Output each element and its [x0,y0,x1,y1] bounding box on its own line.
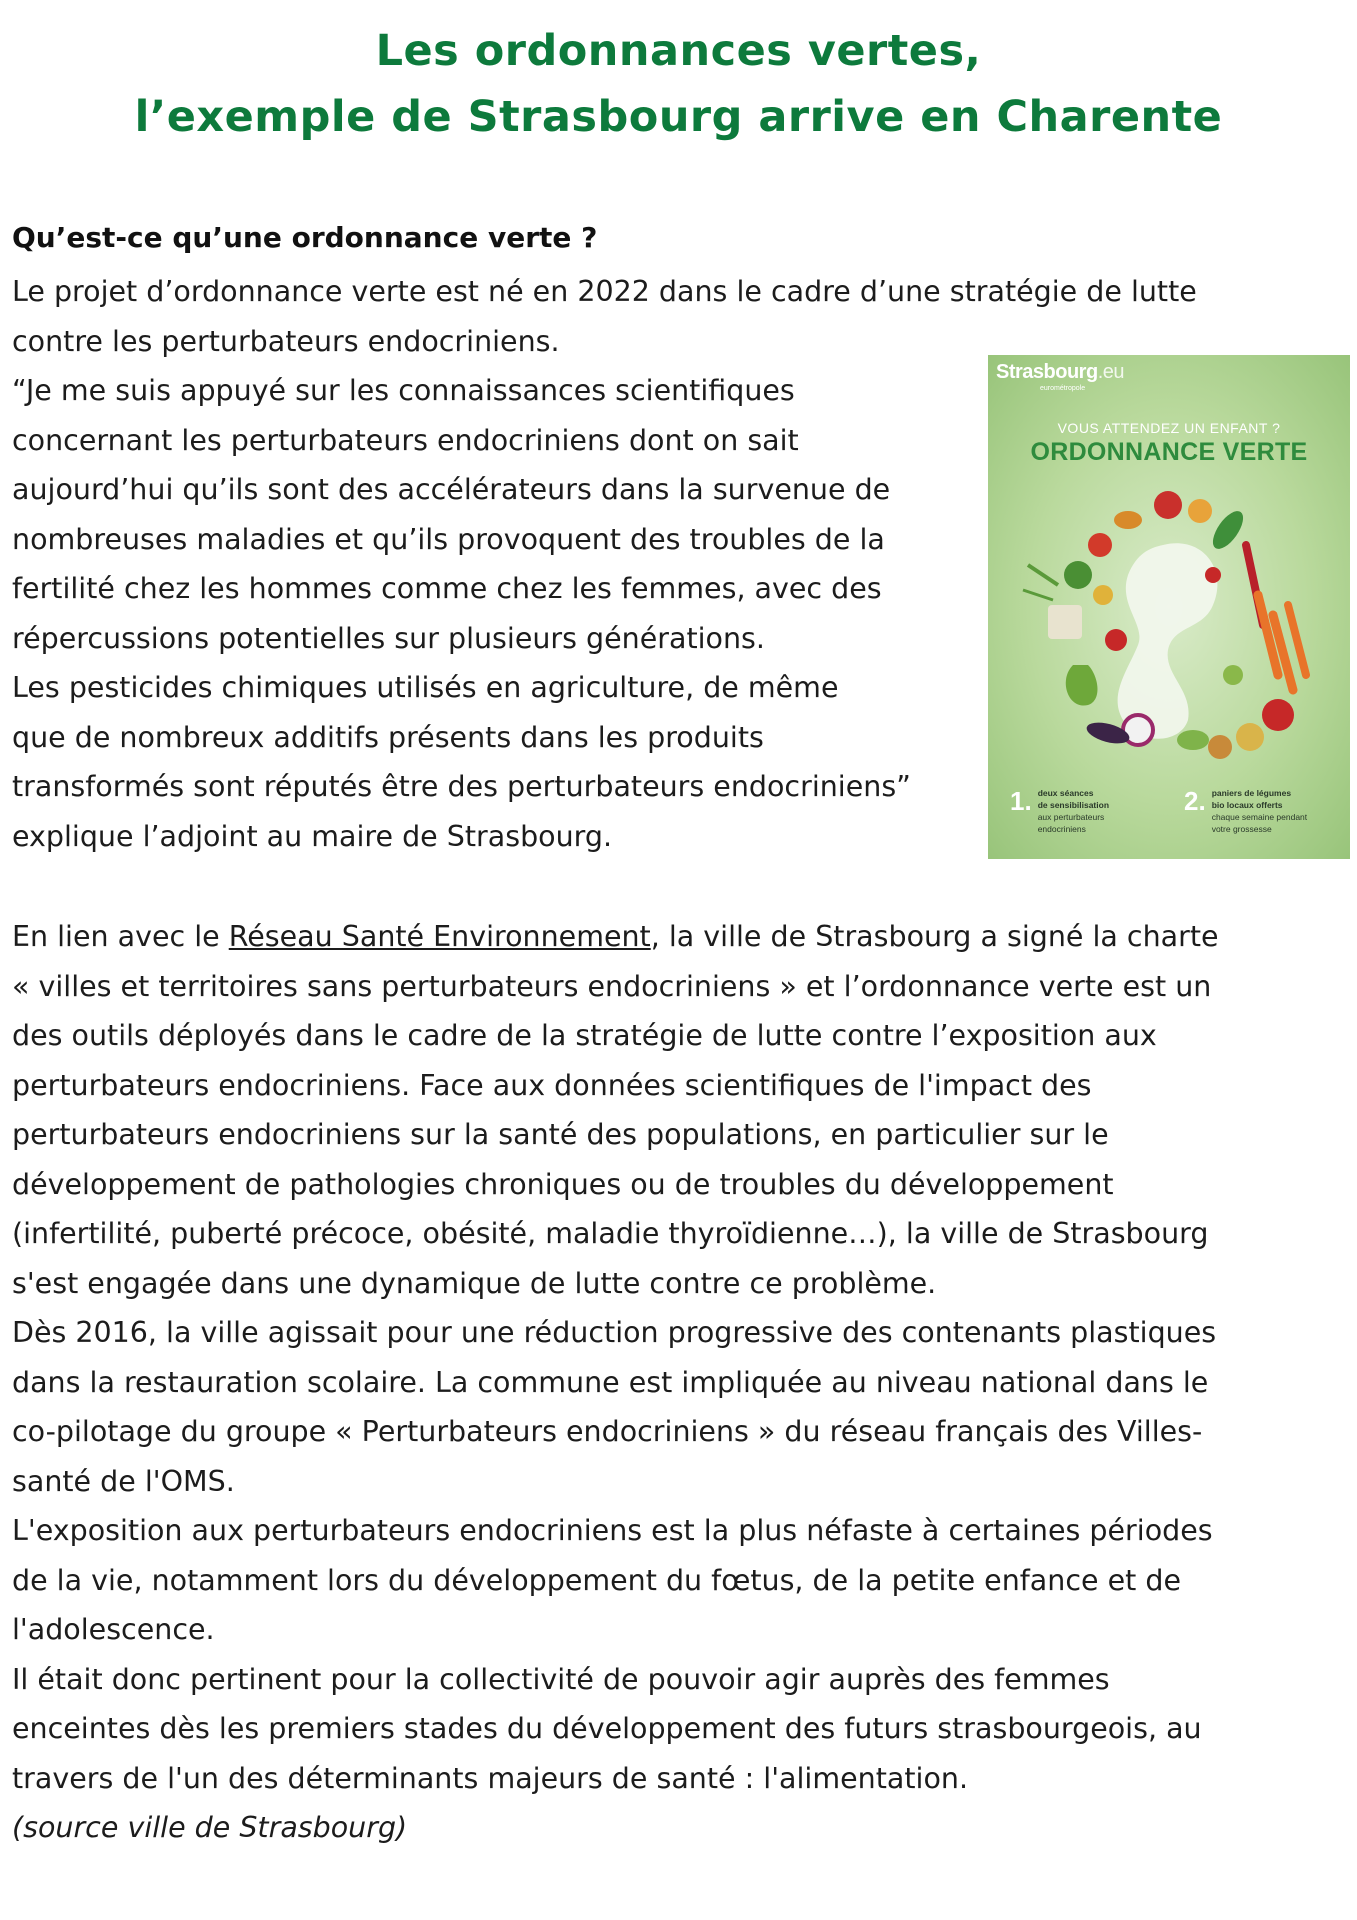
text-line: contre les perturbateurs endocriniens. [12,324,560,358]
poster-step-2-line: paniers de légumes [1211,788,1292,798]
source-citation: (source ville de Strasbourg) [12,1811,408,1844]
main-paragraph [12,912,1342,1853]
poster-step-1-number: 1. [1010,786,1032,816]
text-line: dans la restauration scolaire. La commune est impliquée au niveau national dans le [12,1365,1209,1399]
poster-step-1 [1010,787,1109,835]
poster-step-2-number: 2. [1184,786,1206,816]
poster-step-1-line: deux séances [1037,788,1094,798]
reseau-sante-environnement-link[interactable]: Réseau Santé Environnement [228,920,651,953]
text-line [12,912,1342,962]
quote-line: transformés sont réputés être des perturbateurs endocriniens” [12,770,911,803]
text-line: Le projet d’ordonnance verte est né en 2022 dans le cadre d’une stratégie de lutte [12,275,1197,308]
poster-step-1-line: aux perturbateurs [1037,812,1105,822]
text-line: co-pilotage du groupe « Perturbateurs endocriniens » du réseau français des Villes- [12,1415,1203,1448]
quote-line: fertilité chez les hommes comme chez les femmes, avec des [12,572,882,605]
page-title [0,18,1357,150]
poster-step-2-line: bio locaux offerts [1211,800,1283,810]
poster-step-2-line: chaque semaine pendant [1211,812,1308,822]
quote-line: répercussions potentielles sur plusieurs générations. [12,621,765,655]
poster-heading: ORDONNANCE VERTE [1030,438,1308,466]
text-line: perturbateurs endocriniens sur la santé des populations, en particulier sur le [12,1118,1109,1151]
text-line: l'adolescence. [12,1613,215,1646]
text-line: travers de l'un des déterminants majeurs de santé : l'alimentation. [12,1761,969,1795]
text-fragment: , la ville de Strasbourg a signé la charte [650,920,1219,953]
quote-line: concernant les perturbateurs endocriniens dont on sait [12,423,799,457]
text-line: s'est engagée dans une dynamique de lutte contre ce problème. [12,1266,937,1300]
text-line: Dès 2016, la ville agissait pour une réduction progressive des contenants plastiques [12,1316,1217,1349]
poster-brand-name: Strasbourg [996,361,1098,383]
text-line: santé de l'OMS. [12,1464,235,1498]
page-title-line-1: Les ordonnances vertes, [375,26,982,76]
text-line: développement de pathologies chroniques ou de troubles du développement [12,1167,1114,1201]
quote-line: Les pesticides chimiques utilisés en agriculture, de même [12,671,839,704]
text-line: des outils déployés dans le cadre de la stratégie de lutte contre l’exposition aux [12,1019,1157,1052]
text-line: « villes et territoires sans perturbateurs endocriniens » et l’ordonnance verte est un [12,969,1212,1003]
quote-line: nombreuses maladies et qu’ils provoquent des troubles de la [12,522,885,556]
poster-step-2 [1184,787,1307,835]
text-line: L'exposition aux perturbateurs endocriniens est la plus néfaste à certaines périodes [12,1514,1213,1547]
quote-line: aujourd’hui qu’ils sont des accélérateurs dans la survenue de [12,473,891,506]
poster-brand-suffix: .eu [1097,361,1124,383]
text-line: enceintes dès les premiers stades du développement des futurs strasbourgeois, au [12,1712,1202,1745]
text-line: Il était donc pertinent pour la collectivité de pouvoir agir auprès des femmes [12,1662,1110,1696]
poster-step-2-line: votre grossesse [1211,824,1272,834]
page-title-line-2: l’exemple de Strasbourg arrive en Charente [134,92,1223,142]
text-line: perturbateurs endocriniens. Face aux données scientifiques de l'impact des [12,1068,1092,1102]
poster-tagline: VOUS ATTENDEZ UN ENFANT ? [1057,420,1281,436]
quote-line: explique l’adjoint au maire de Strasbourg. [12,819,613,853]
section-heading: Qu’est-ce qu’une ordonnance verte ? [12,221,598,254]
quote-line: “Je me suis appuyé sur les connaissances scientifiques [12,374,795,407]
vegetable-fetus-illustration [988,475,1350,775]
poster-brand-logo [996,361,1124,384]
poster-step-1-line: endocriniens [1037,824,1086,834]
poster-brand-sub: eurométropole [1040,385,1086,392]
quote-line: que de nombreux additifs présents dans les produits [12,720,764,754]
poster-step-1-line: de sensibilisation [1037,800,1110,810]
text-line: de la vie, notamment lors du développement du fœtus, de la petite enfance et de [12,1563,1181,1597]
ordonnance-verte-poster [988,355,1350,859]
text-line: (infertilité, puberté précoce, obésité, maladie thyroïdienne…), la ville de Strasbourg [12,1217,1209,1250]
text-fragment: En lien avec le [12,920,229,953]
